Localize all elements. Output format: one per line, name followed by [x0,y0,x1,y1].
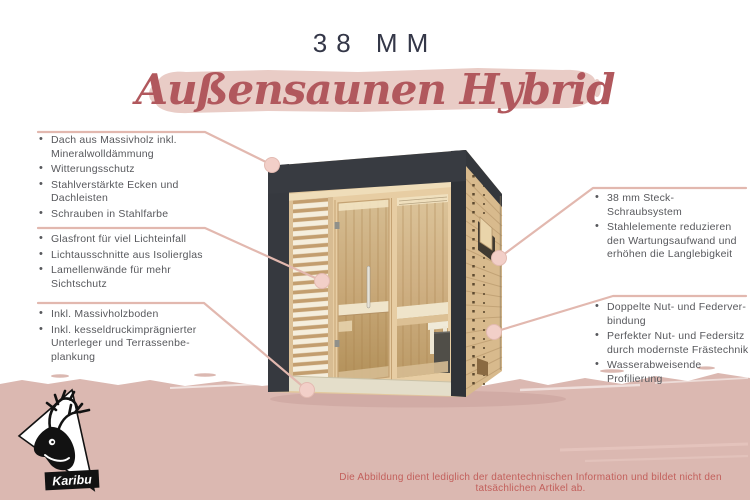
feature-item: • Lichtausschnitte aus Isolierglas [38,249,210,263]
feature-group-glassfront [38,233,210,293]
feature-list [38,134,208,221]
feature-item: • Stahlelemente reduzieren den Wartungsaufwand und erhöhen die Langlebigkeit [594,221,746,262]
karibu-wordmark [45,470,100,491]
feature-item: • Stahlverstärkte Ecken und Dachleisten [38,179,208,206]
feature-list [38,308,210,364]
feature-item: • Perfekter Nut- und Federsitz durch modernste Frästechnik [594,330,750,357]
feature-item: • Glasfront für viel Lichteinfall [38,233,210,247]
feature-item: • Lamellenwände für mehr Sichtschutz [38,264,210,291]
feature-item: • 38 mm Steck-Schraubsystem [594,192,746,219]
feature-group-steck-system [594,192,746,264]
sauna-product-image [250,133,570,410]
feature-item: • Inkl. kesseldruckimprägnierter Unterleger und Terrassenbe-plankung [38,324,210,365]
feature-list [594,192,746,262]
feature-item: • Schrauben in Stahlfarbe [38,208,208,222]
disclaimer-text: Die Abbildung dient lediglich der datentechnischen Information und bildet nicht den tatsächlichen Artikel ab. [339,472,722,494]
feature-item: • Inkl. Massivholzboden [38,308,210,322]
page-title: 38 MM [312,28,438,58]
feature-item: • Witterungsschutz [38,163,208,177]
feature-list [38,233,210,291]
feature-item: • Dach aus Massivholz inkl. Mineralwolldämmung [38,134,208,161]
feature-list [594,301,750,386]
feature-group-roof [38,134,208,223]
banner-title: Außensaunen Hybrid [135,65,615,114]
feature-group-floor [38,308,210,366]
brand-name: Karibu [51,472,93,489]
feature-item: • Doppelte Nut- und Federver-bindung [594,301,750,328]
feature-group-nut-feder [594,301,750,388]
karibu-logo [12,386,112,498]
feature-item: • Wasserabweisende Profilierung [594,359,750,386]
